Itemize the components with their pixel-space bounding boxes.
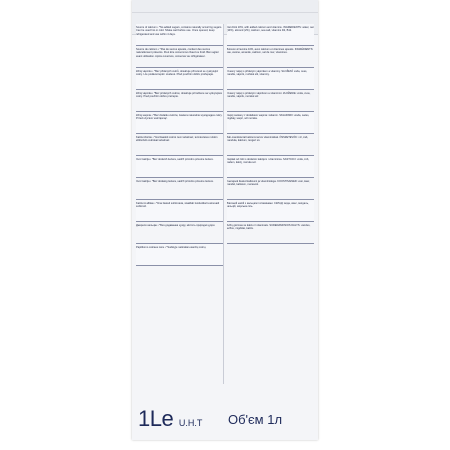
text-block: Papildomo cukraus nėra • *Sudėtyje natūraliai esančių cukrų. bbox=[136, 244, 224, 266]
text-block: Source de calcium • *Pas de sucres ajoutés, contient des sucres naturellement présents. Peut être consommé chaud ou froid. Bien agiter avant utilisation. Après ouverture, conserver au réfrigérateur. bbox=[136, 46, 224, 68]
text-block: Zdroj vápníku • *Bez přidaných cukrů, obsahuje přirozeně se vyskytující cukry. Lze podávat teplé i studené. Před použitím dobře protřepejte. bbox=[136, 68, 224, 90]
carton-side-panel bbox=[132, 0, 318, 440]
volume-value: 1Le bbox=[138, 406, 174, 431]
left-text-column bbox=[136, 24, 224, 384]
text-block: Kalciumforrás • *Hozzáadott cukrot nem tartalmaz, természetes módon előforduló cukrokat tartalmaz. bbox=[136, 134, 224, 156]
text-block: Zdroj wapnia • *Bez dodatku cukrów, zawiera naturalnie występujące cukry. Przed użyciem wstrząsnąć. bbox=[136, 112, 224, 134]
carton-fold-line bbox=[132, 12, 318, 13]
text-block: Kalciumi allikas • *Ilma lisatud suhkruteta, sisaldab looduslikult esinevaid suhkruid. bbox=[136, 200, 224, 222]
text-block: Izvor kalcija • *Bez dodanih šećera, sadrži prirodno prisutne šećere. bbox=[136, 156, 224, 178]
right-text-column bbox=[227, 24, 315, 384]
volume-footer bbox=[132, 384, 318, 440]
ingredients-text-area bbox=[136, 24, 314, 384]
text-block: Izvor kalcija • *Bez dodatog šećera, sadrži prirodno prisutne šećere. bbox=[136, 178, 224, 200]
text-block: Kaerajook lisatud kaltsiumi ja vitamiinidega. KOOSTISAINED: vesi, kaer, mandel, kaltsium, meresool. bbox=[227, 178, 315, 200]
text-block: Ovsený nápoj s pridaným vápnikom a vitamínmi. ZLOŽENIE: voda, ovos, mandle, vápnik, morská soľ. bbox=[227, 90, 315, 112]
text-block: Napój owsiany z dodatkiem wapnia i witamin. SKŁADNIKI: woda, owies, migdały, wapń, sól morska. bbox=[227, 112, 315, 134]
text-block: Oat drink 10%, with added calcium and vitamins. INGREDIENTS: water, oat (10%), almond (2%), calcium, sea salt, vitamins D2, B12. bbox=[227, 24, 315, 46]
volume-label bbox=[132, 384, 228, 440]
text-block: Джерело кальцію • *Без додавання цукру, містить природні цукри. bbox=[136, 222, 224, 244]
text-block: Boisson à l'avoine 10%, avec calcium et vitamines ajoutés. INGRÉDIENTS: eau, avoine, amande, calcium, sel de mer, vitamines. bbox=[227, 46, 315, 68]
column-divider bbox=[223, 24, 224, 384]
text-block: Napitak od zobi s dodanim kalcijem i vitaminima. SASTOJCI: voda, zob, badem, kalcij, morska sol. bbox=[227, 156, 315, 178]
text-block: Zab-mandula ital kalciummal és vitaminokkal. ÖSSZETEVŐK: víz, zab, mandula, kalcium, tengeri só. bbox=[227, 134, 315, 156]
text-block: Ovesný nápoj s přidaným vápníkem a vitaminy. SLOŽENÍ: voda, oves, mandle, vápník, mořská sůl, vitaminy. bbox=[227, 68, 315, 90]
text-block: Zdroj vápnika • *Bez pridaných cukrov, obsahuje prirodzene sa vyskytujúce cukry. Pred použitím dobre pretrepte. bbox=[136, 90, 224, 112]
text-block: Source of calcium • *No added sugars, contains naturally occurring sugars. Can be used hot or cold. Shake well before use. Once opened, keep refrigerated and use within 4 days. bbox=[136, 24, 224, 46]
text-block: Вівсяний напій з кальцієм і вітамінами. СКЛАД: вода, овес, мигдаль, кальцій, морська сіль. bbox=[227, 200, 315, 222]
text-block: Avižų gėrimas su kalciu ir vitaminais. SUDEDAMOSIOS DALYS: vanduo, avižos, migdolai, kalcis. bbox=[227, 222, 315, 244]
volume-cyrillic: Об'єм 1л bbox=[228, 412, 283, 427]
uht-label: U.H.T bbox=[178, 418, 203, 428]
